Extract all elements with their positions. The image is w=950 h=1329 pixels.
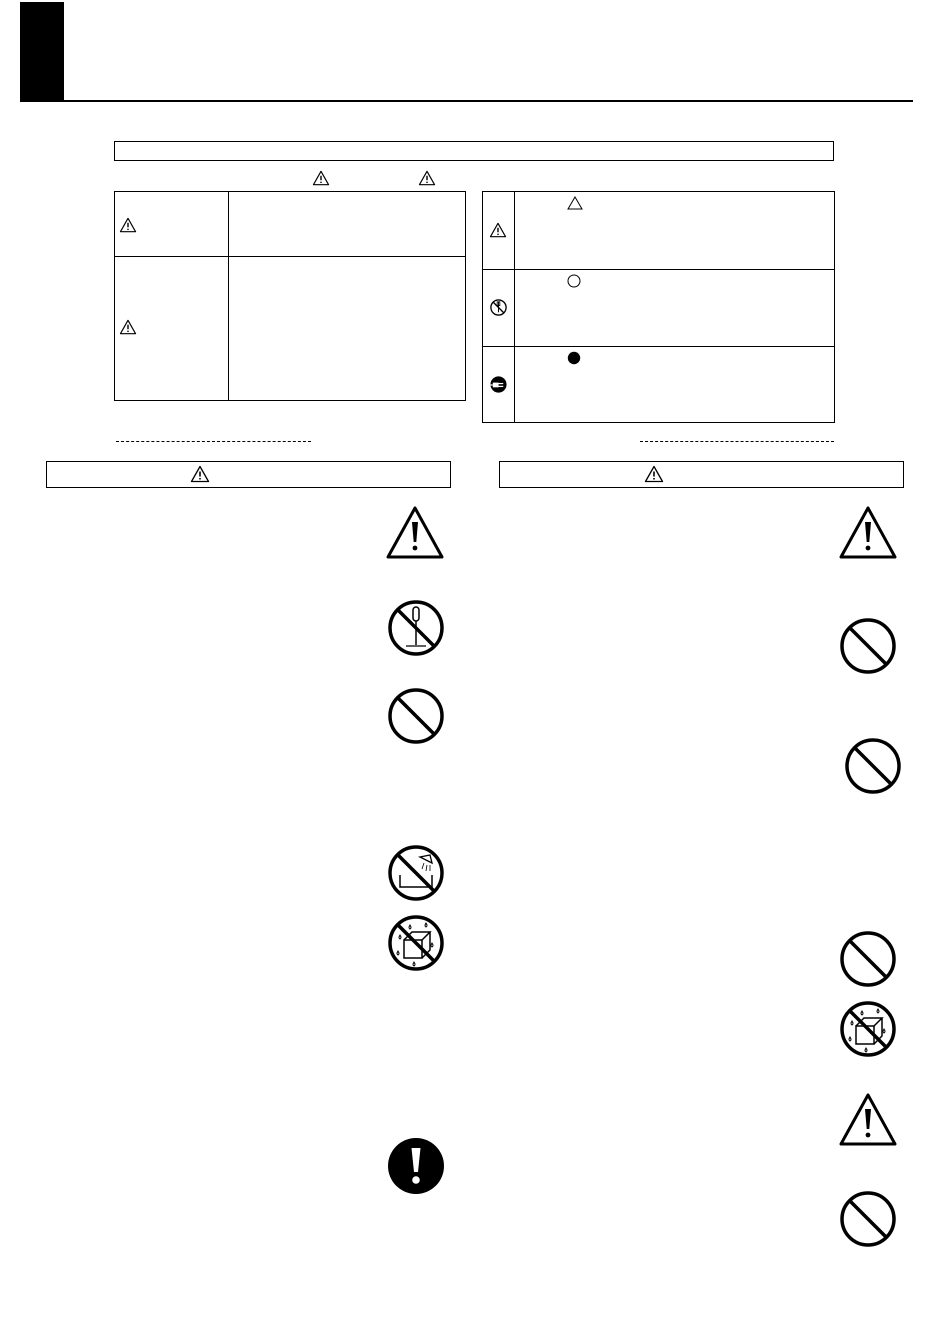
right-section-header	[499, 461, 904, 488]
left-section-header	[46, 461, 451, 488]
triangle-outline-icon	[567, 196, 583, 210]
definition-table	[114, 191, 466, 401]
warning-triangle-icon	[644, 465, 664, 483]
definition-row	[115, 192, 465, 257]
legend-line	[114, 170, 834, 186]
dashed-rule	[640, 441, 834, 442]
warning-triangle-icon	[190, 465, 210, 483]
warning-triangle-icon	[385, 505, 445, 561]
prohibited-icon	[386, 686, 446, 746]
no-disassembly-icon	[386, 598, 446, 658]
warning-triangle-icon	[838, 1092, 898, 1148]
mandatory-action-icon	[386, 1136, 446, 1196]
prohibited-icon	[838, 929, 898, 989]
warning-triangle-icon	[119, 319, 137, 335]
warning-triangle-icon	[119, 217, 137, 233]
warning-triangle-icon	[418, 170, 436, 186]
chapter-tab	[20, 2, 64, 102]
prohibited-icon	[838, 616, 898, 676]
symbol-row	[483, 192, 834, 270]
definition-row	[115, 257, 465, 400]
warning-triangle-icon	[838, 505, 898, 561]
filled-circle-icon	[567, 351, 581, 365]
header-rule	[20, 100, 913, 102]
warning-triangle-icon	[489, 222, 507, 238]
no-moisture-icon	[838, 999, 898, 1059]
symbol-row	[483, 347, 834, 422]
no-moisture-icon	[386, 913, 446, 973]
prohibited-icon	[838, 1189, 898, 1249]
symbol-table	[482, 191, 835, 423]
prohibited-icon	[843, 736, 903, 796]
no-disassembly-icon	[489, 298, 508, 317]
warning-triangle-icon	[312, 170, 330, 186]
no-water-exposure-icon	[386, 843, 446, 903]
unplug-icon	[489, 375, 508, 394]
circle-outline-icon	[567, 274, 581, 288]
notice-banner	[114, 141, 834, 161]
dashed-rule	[116, 441, 311, 442]
symbol-row	[483, 270, 834, 347]
